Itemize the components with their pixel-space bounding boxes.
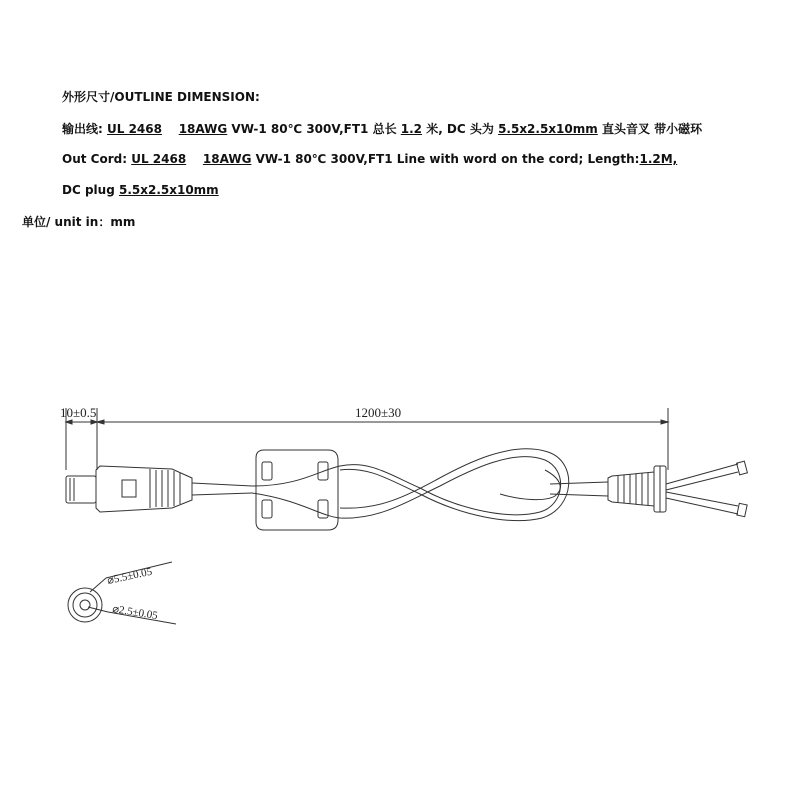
- right-strain-relief: [608, 466, 666, 512]
- en-label: Out Cord:: [62, 152, 128, 166]
- cn-awg: 18AWG: [178, 122, 228, 136]
- inner-diameter-dimension: ⌀2.5±0.05: [111, 603, 159, 623]
- cord-loop: [252, 449, 608, 521]
- unit-line: 单位/ unit in：mm: [22, 215, 136, 229]
- cn-ul: UL 2468: [107, 122, 162, 136]
- cn-tail: 直头音叉 带小磁环: [597, 122, 703, 136]
- cord-length-dimension: 1200±30: [355, 405, 402, 420]
- dc-plug-tip: [66, 476, 96, 503]
- en-ul: UL 2468: [131, 152, 187, 166]
- outline-title: 外形尺寸/OUTLINE DIMENSION:: [62, 90, 260, 104]
- cn-length: 1.2: [400, 122, 423, 136]
- cn-plug: 5.5x2.5x10mm: [498, 122, 598, 136]
- cn-mid2: 米, DC 头为: [422, 122, 499, 136]
- en-awg: 18AWG: [202, 152, 252, 166]
- cn-label: 输出线:: [62, 122, 103, 136]
- plug-length-dimension: 10±0.5: [60, 405, 97, 420]
- en-mid: VW-1 80℃ 300V,FT1 Line with word on the cord; Length:: [251, 152, 640, 166]
- dimension-lines: [66, 420, 668, 424]
- split-wire-ends: [666, 461, 747, 517]
- plug-label: DC plug: [62, 183, 119, 197]
- outer-diameter-dimension: ⌀5.5±0.05: [106, 565, 154, 587]
- cord-left: [192, 483, 252, 495]
- ferrite-core: [256, 450, 338, 530]
- cn-mid: VW-1 80℃ 300V,FT1 总长: [227, 122, 401, 136]
- plug-body: [96, 466, 192, 512]
- en-length: 1.2M,: [639, 152, 678, 166]
- plug-value: 5.5x2.5x10mm: [118, 183, 219, 197]
